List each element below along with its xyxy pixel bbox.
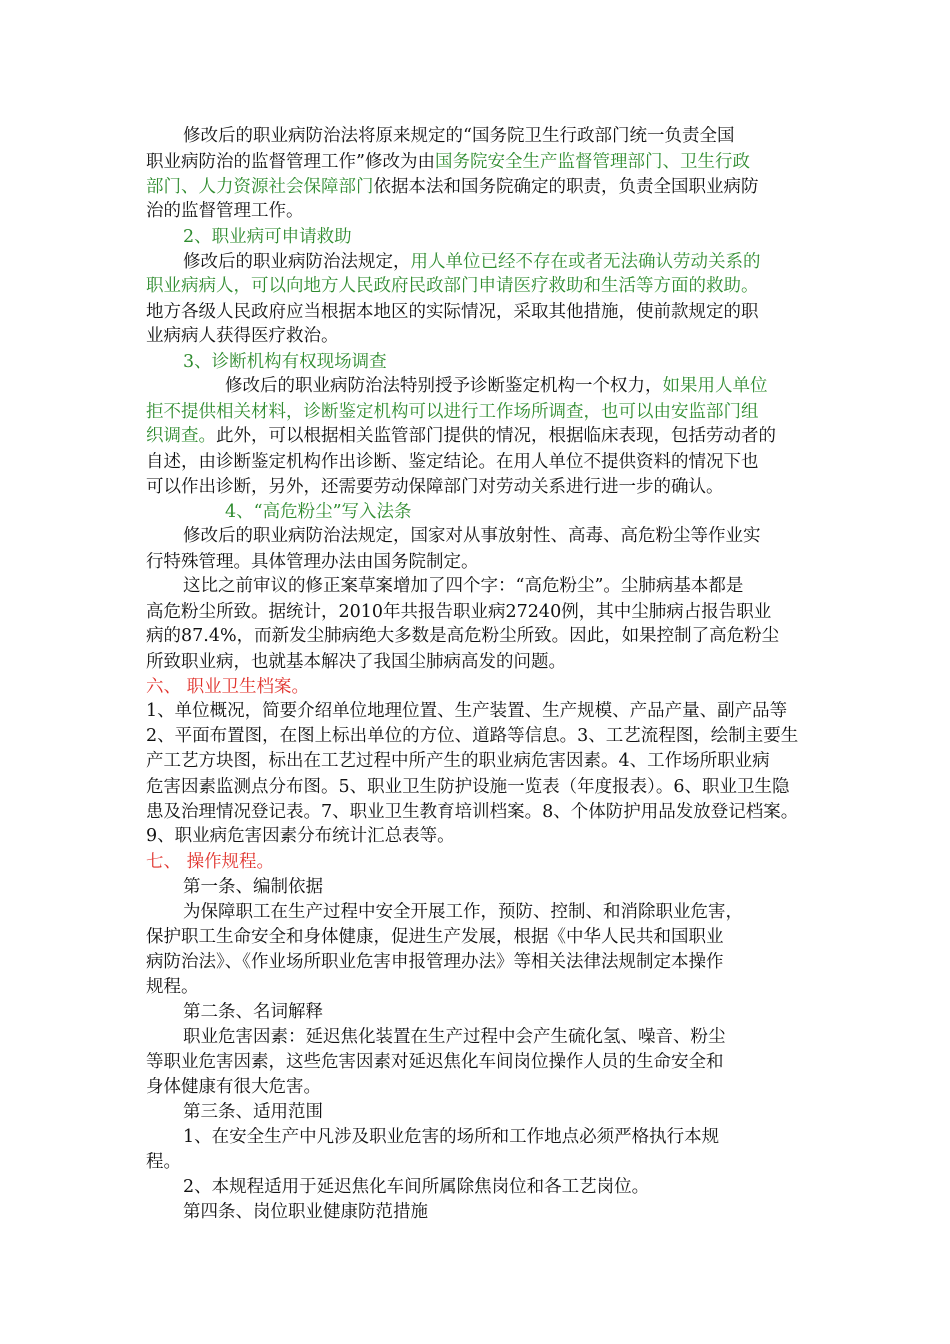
text-segment: 这比之前审议的修正案草案增加了四个字：“高危粉尘”。尘肺病基本都是 bbox=[183, 576, 744, 596]
text-segment: 职业病防治的监督管理工作”修改为由 bbox=[146, 152, 435, 172]
text-segment: 修改后的职业病防治法特别授予诊断鉴定机构一个权力， bbox=[225, 376, 663, 396]
text-line bbox=[146, 400, 759, 424]
text-line bbox=[146, 624, 779, 648]
text-segment: 4、“高危粉尘”写入法条 bbox=[225, 502, 412, 522]
text-line bbox=[183, 875, 323, 899]
text-segment: 危害因素监测点分布图。5、职业卫生防护设施一览表（年度报表）。6、职业卫生隐 bbox=[146, 777, 790, 797]
text-segment: 2、平面布置图，在图上标出单位的方位、道路等信息。3、工艺流程图，绘制主要生 bbox=[146, 726, 799, 746]
text-segment: 业病病人获得医疗救治。 bbox=[146, 326, 339, 346]
text-segment: 地方各级人民政府应当根据本地区的实际情况，采取其他措施，使前款规定的职 bbox=[146, 302, 759, 322]
text-line bbox=[146, 925, 724, 949]
text-line bbox=[146, 274, 759, 298]
text-line bbox=[146, 1150, 181, 1174]
section-heading bbox=[146, 675, 309, 699]
text-line bbox=[183, 1000, 323, 1024]
text-segment: 所致职业病，也就基本解决了我国尘肺病高发的问题。 bbox=[146, 652, 566, 672]
text-line bbox=[146, 300, 759, 324]
text-line bbox=[225, 374, 768, 398]
text-segment: 职业病病人，可以向地方人民政府民政部门申请医疗救助和生活等方面的救助。 bbox=[146, 276, 759, 296]
text-line bbox=[146, 650, 566, 674]
text-line bbox=[146, 975, 199, 999]
text-segment: 六、 职业卫生档案。 bbox=[146, 677, 310, 697]
text-line bbox=[146, 150, 750, 174]
text-segment: 可以作出诊断，另外，还需要劳动保障部门对劳动关系进行进一步的确认。 bbox=[146, 477, 724, 497]
text-segment: 部门、人力资源社会保障部门 bbox=[146, 177, 374, 197]
text-line bbox=[146, 1050, 724, 1074]
text-line bbox=[146, 475, 724, 499]
text-line bbox=[146, 324, 339, 348]
text-segment: 患及治理情况登记表。7、职业卫生教育培训档案。8、个体防护用品发放登记档案。 bbox=[146, 802, 799, 822]
text-segment: 第四条、岗位职业健康防范措施 bbox=[183, 1202, 428, 1222]
text-segment: 2、本规程适用于延迟焦化车间所属除焦岗位和各工艺岗位。 bbox=[183, 1177, 650, 1197]
text-line bbox=[146, 724, 798, 748]
text-line bbox=[146, 775, 790, 799]
text-segment: 自述，由诊断鉴定机构作出诊断、鉴定结论。在用人单位不提供资料的情况下也 bbox=[146, 452, 759, 472]
text-segment: 治的监督管理工作。 bbox=[146, 201, 304, 221]
text-segment: 1、单位概况，简要介绍单位地理位置、生产装置、生产规模、产品产量、副产品等 bbox=[146, 701, 788, 721]
text-line bbox=[146, 600, 771, 624]
section-heading bbox=[146, 850, 274, 874]
text-line bbox=[146, 699, 787, 723]
text-segment: 为保障职工在生产过程中安全开展工作，预防、控制、和消除职业危害， bbox=[183, 902, 743, 922]
text-line bbox=[183, 250, 761, 274]
text-line bbox=[183, 225, 352, 249]
text-line bbox=[183, 524, 761, 548]
text-line bbox=[146, 550, 479, 574]
text-segment: 七、 操作规程。 bbox=[146, 852, 275, 872]
text-line bbox=[183, 1125, 719, 1149]
text-segment: 2、职业病可申请救助 bbox=[183, 227, 352, 247]
text-line bbox=[146, 824, 455, 848]
text-segment: 行特殊管理。具体管理办法由国务院制定。 bbox=[146, 552, 479, 572]
text-line bbox=[225, 500, 412, 524]
text-line bbox=[146, 749, 770, 773]
text-line bbox=[183, 1175, 649, 1199]
text-segment: 此外，可以根据相关监管部门提供的情况，根据临床表现，包括劳动者的 bbox=[216, 426, 776, 446]
text-segment: 等职业危害因素，这些危害因素对延迟焦化车间岗位操作人员的生命安全和 bbox=[146, 1052, 724, 1072]
text-segment: 职业危害因素：延迟焦化装置在生产过程中会产生硫化氢、噪音、粉尘 bbox=[183, 1027, 726, 1047]
text-segment: 修改后的职业病防治法将原来规定的“国务院卫生行政部门统一负责全国 bbox=[183, 126, 735, 146]
text-line bbox=[183, 574, 743, 598]
text-segment: 病防治法》、《作业场所职业危害申报管理办法》等相关法律法规制定本操作 bbox=[146, 952, 724, 972]
text-segment: 国务院安全生产监督管理部门、卫生行政 bbox=[434, 152, 750, 172]
text-line bbox=[146, 424, 776, 448]
text-segment: 如果用人单位 bbox=[662, 376, 768, 396]
text-line bbox=[183, 124, 734, 148]
text-segment: 用人单位已经不存在或者无法确认劳动关系的 bbox=[410, 252, 761, 272]
text-segment: 9、职业病危害因素分布统计汇总表等。 bbox=[146, 826, 455, 846]
text-segment: 产工艺方块图，标出在工艺过程中所产生的职业病危害因素。4、工作场所职业病 bbox=[146, 751, 770, 771]
text-line bbox=[146, 199, 304, 223]
text-segment: 修改后的职业病防治法规定，国家对从事放射性、高毒、高危粉尘等作业实 bbox=[183, 526, 761, 546]
text-line bbox=[183, 350, 387, 374]
text-segment: 3、诊断机构有权现场调查 bbox=[183, 352, 387, 372]
text-line bbox=[146, 800, 798, 824]
text-segment: 病的87.4%，而新发尘肺病绝大多数是高危粉尘所致。因此，如果控制了高危粉尘 bbox=[146, 626, 780, 646]
text-segment: 拒不提供相关材料，诊断鉴定机构可以进行工作场所调查，也可以由安监部门组 bbox=[146, 402, 759, 422]
text-segment: 第一条、编制依据 bbox=[183, 877, 323, 897]
text-segment: 程。 bbox=[146, 1152, 181, 1172]
text-line bbox=[183, 1025, 726, 1049]
text-segment: 高危粉尘所致。据统计，2010年共报告职业病27240例，其中尘肺病占报告职业 bbox=[146, 602, 772, 622]
text-segment: 第二条、名词解释 bbox=[183, 1002, 323, 1022]
text-line bbox=[183, 1200, 428, 1224]
text-line bbox=[146, 1075, 321, 1099]
text-segment: 依据本法和国务院确定的职责，负责全国职业病防 bbox=[373, 177, 759, 197]
text-segment: 第三条、适用范围 bbox=[183, 1102, 323, 1122]
text-line bbox=[146, 950, 724, 974]
text-line bbox=[183, 900, 743, 924]
text-segment: 保护职工生命安全和身体健康，促进生产发展，根据《中华人民共和国职业 bbox=[146, 927, 724, 947]
text-line bbox=[146, 450, 759, 474]
text-line bbox=[146, 175, 759, 199]
text-line bbox=[183, 1100, 323, 1124]
text-segment: 规程。 bbox=[146, 977, 199, 997]
text-segment: 修改后的职业病防治法规定， bbox=[183, 252, 411, 272]
text-segment: 织调查。 bbox=[146, 426, 216, 446]
text-segment: 1、在安全生产中凡涉及职业危害的场所和工作地点必须严格执行本规 bbox=[183, 1127, 720, 1147]
text-segment: 身体健康有很大危害。 bbox=[146, 1077, 321, 1097]
